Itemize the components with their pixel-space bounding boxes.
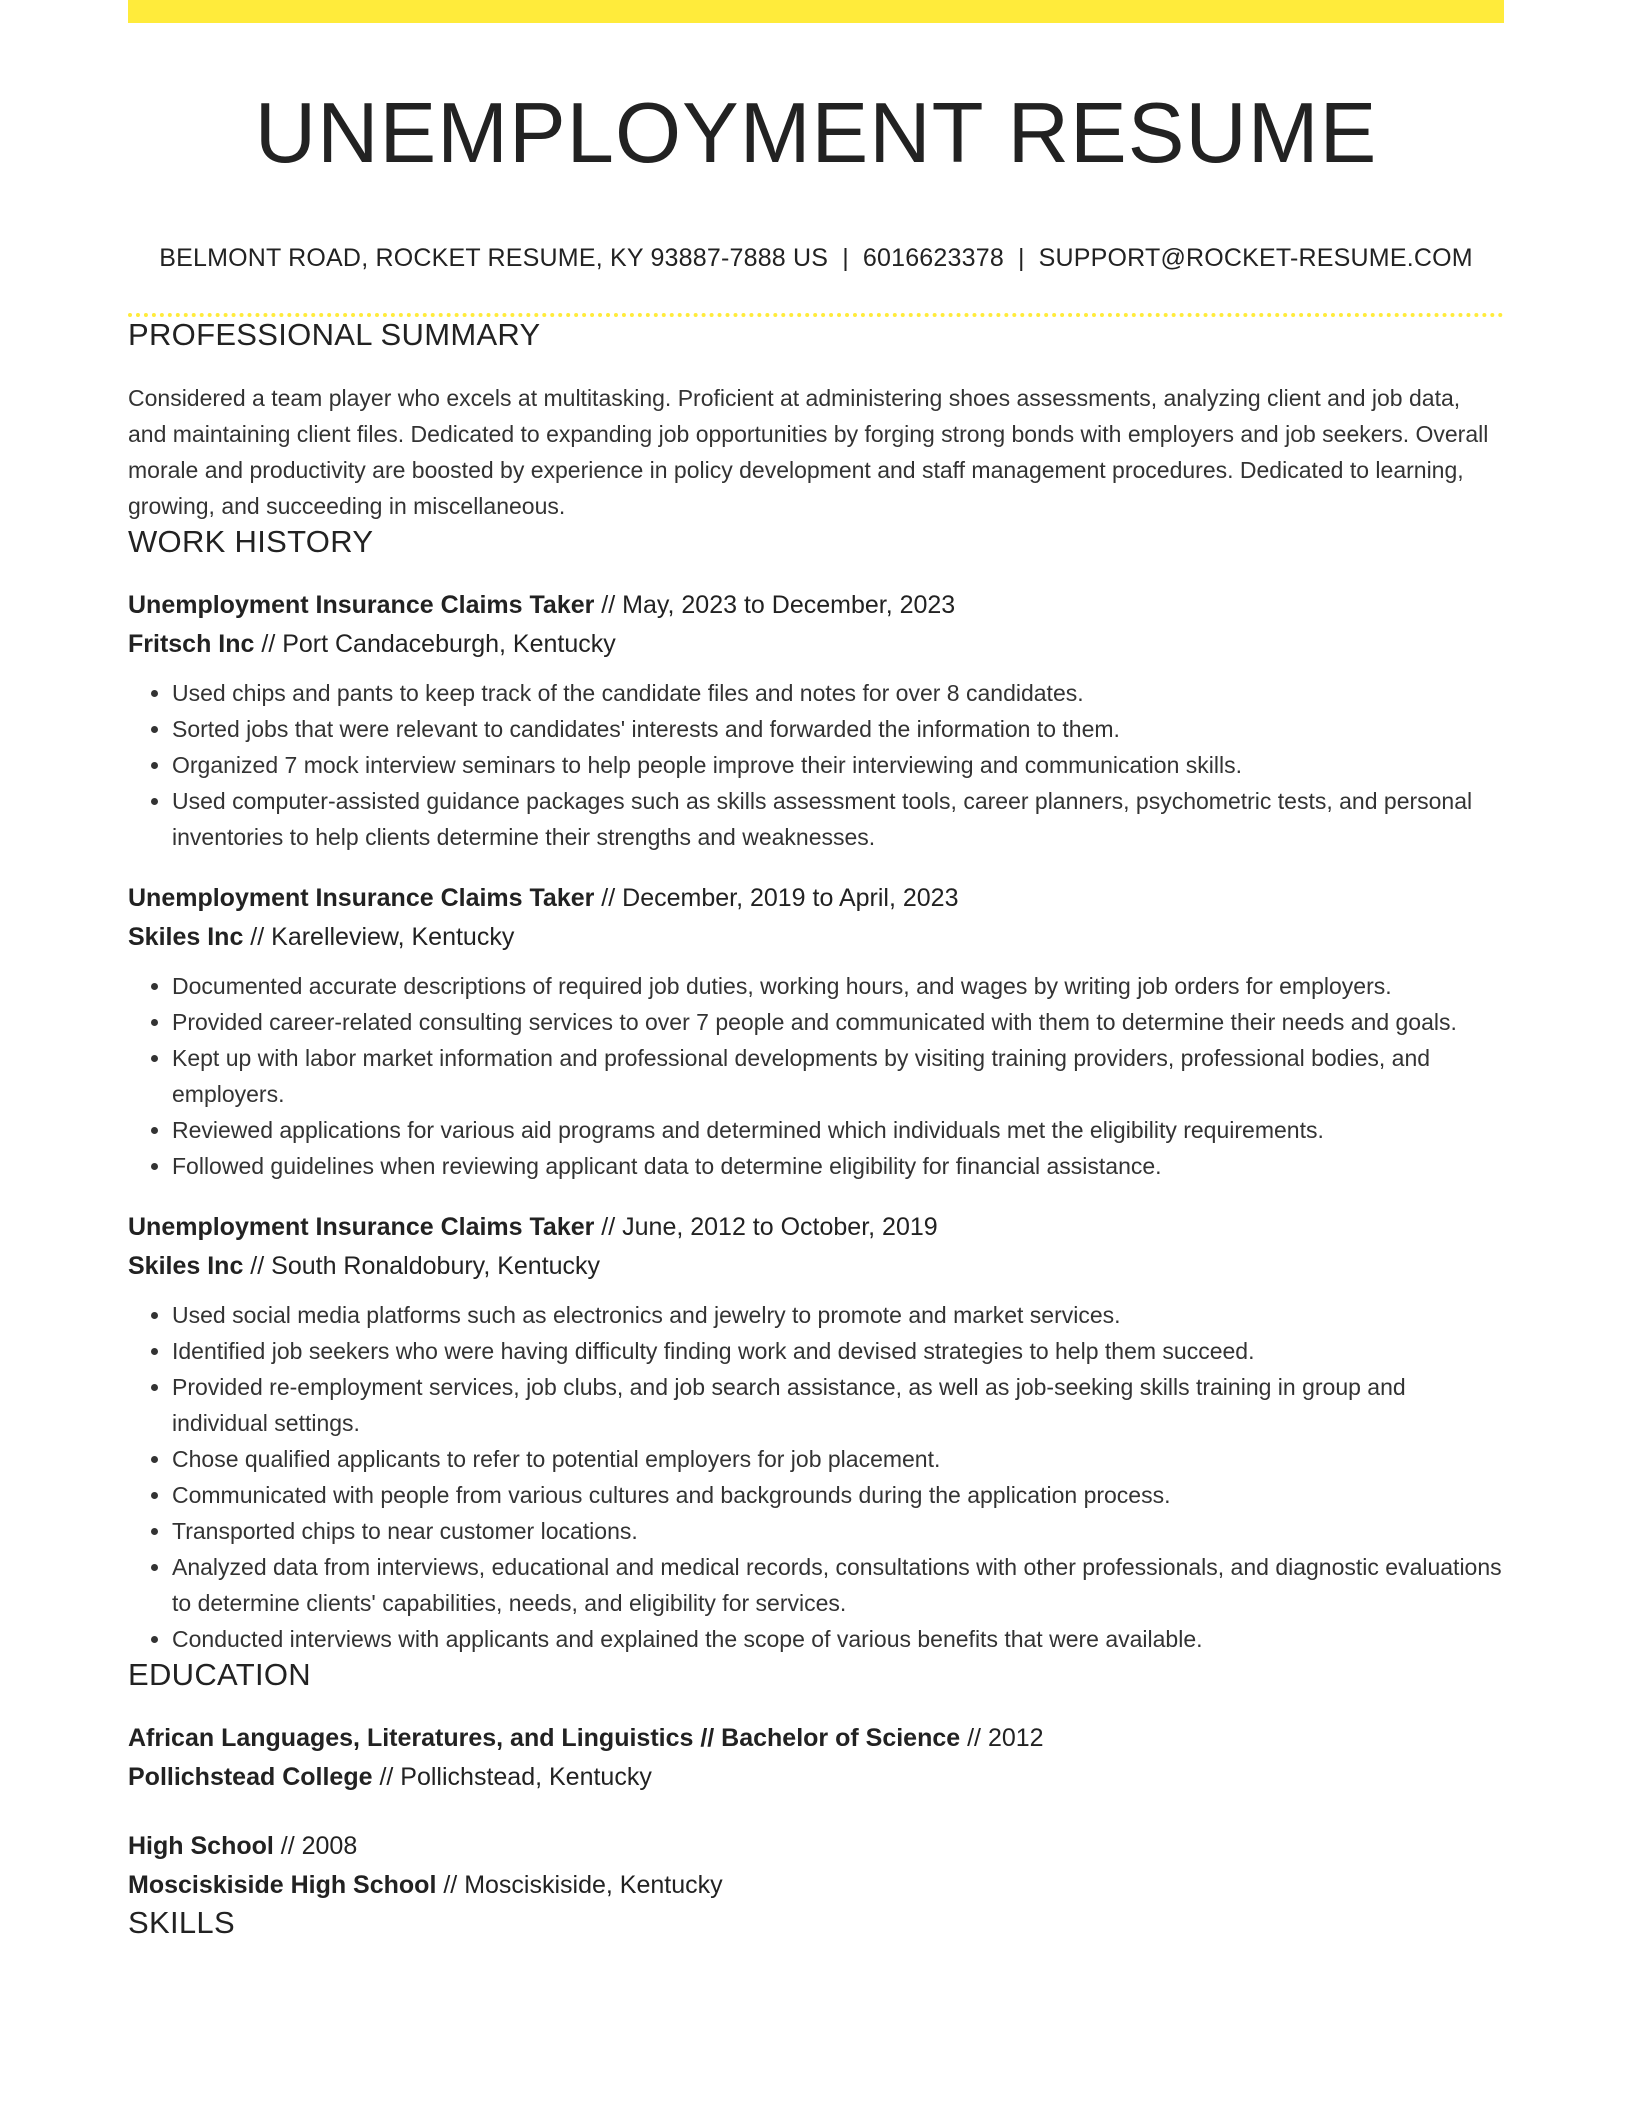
section-title-summary: PROFESSIONAL SUMMARY bbox=[128, 317, 541, 352]
list-item: • Kept up with labor market information and professional developments by visiting training providers, professional bodies, and employers. bbox=[172, 1040, 1504, 1112]
job-bullets bbox=[128, 675, 1504, 855]
education-school: Mosciskiside High School bbox=[128, 1871, 437, 1899]
contact-separator: | bbox=[842, 244, 849, 272]
job-company: Skiles Inc bbox=[128, 1252, 244, 1280]
job-role: Unemployment Insurance Claims Taker bbox=[128, 884, 595, 912]
job-dates: // June, 2012 to October, 2019 bbox=[594, 1213, 938, 1241]
education-entry bbox=[128, 1827, 1504, 1905]
job-location: // Port Candaceburgh, Kentucky bbox=[254, 630, 616, 658]
list-item: • Chose qualified applicants to refer to potential employers for job placement. bbox=[172, 1441, 1504, 1477]
job-entry bbox=[128, 1208, 1504, 1657]
list-item: • Used computer-assisted guidance packages such as skills assessment tools, career planners, psychometric tests, and personal inventories to help clients determine their strengths and weaknesses. bbox=[172, 783, 1504, 855]
list-item: • Sorted jobs that were relevant to candidates' interests and forwarded the information to them. bbox=[172, 711, 1504, 747]
job-title-line bbox=[128, 586, 1504, 625]
job-company-line bbox=[128, 625, 1504, 664]
education-year: // 2008 bbox=[273, 1832, 358, 1860]
job-company-line bbox=[128, 918, 1504, 957]
job-bullets bbox=[128, 1297, 1504, 1657]
job-role: Unemployment Insurance Claims Taker bbox=[128, 1213, 595, 1241]
contact-address: BELMONT ROAD, ROCKET RESUME, KY 93887-7888 US bbox=[159, 244, 829, 272]
contact-separator: | bbox=[1017, 244, 1025, 272]
resume-page bbox=[128, 0, 1504, 1941]
contact-line bbox=[128, 244, 1504, 273]
list-item: • Followed guidelines when reviewing applicant data to determine eligibility for financial assistance. bbox=[172, 1148, 1504, 1184]
education-degree-line bbox=[128, 1827, 1504, 1866]
job-entry bbox=[128, 586, 1504, 855]
section-title-education: EDUCATION bbox=[128, 1657, 311, 1692]
job-dates: // May, 2023 to December, 2023 bbox=[594, 591, 956, 619]
section-title-skills: SKILLS bbox=[128, 1905, 235, 1940]
list-item: • Communicated with people from various cultures and backgrounds during the application process. bbox=[172, 1477, 1504, 1513]
education-degree-line bbox=[128, 1719, 1504, 1758]
top-accent-bar bbox=[128, 0, 1504, 23]
education-degree: African Languages, Literatures, and Linguistics // Bachelor of Science bbox=[128, 1724, 961, 1752]
job-bullets bbox=[128, 968, 1504, 1184]
job-company: Fritsch Inc bbox=[128, 630, 255, 658]
job-dates: // December, 2019 to April, 2023 bbox=[594, 884, 959, 912]
job-title-line bbox=[128, 1208, 1504, 1247]
education-entry bbox=[128, 1719, 1504, 1797]
job-company-line bbox=[128, 1247, 1504, 1286]
list-item: • Identified job seekers who were having difficulty finding work and devised strategies to help them succeed. bbox=[172, 1333, 1504, 1369]
job-company: Skiles Inc bbox=[128, 923, 244, 951]
job-location: // Karelleview, Kentucky bbox=[243, 923, 515, 951]
list-item: • Used chips and pants to keep track of the candidate files and notes for over 8 candidates. bbox=[172, 675, 1504, 711]
education-school: Pollichstead College bbox=[128, 1763, 373, 1791]
resume-title: UNEMPLOYMENT RESUME bbox=[254, 86, 1378, 181]
contact-email: SUPPORT@ROCKET-RESUME.COM bbox=[1038, 244, 1473, 272]
list-item: • Organized 7 mock interview seminars to help people improve their interviewing and communication skills. bbox=[172, 747, 1504, 783]
education-location: // Pollichstead, Kentucky bbox=[372, 1763, 652, 1791]
list-item: • Conducted interviews with applicants and explained the scope of various benefits that were available. bbox=[172, 1621, 1504, 1657]
list-item: • Provided career-related consulting services to over 7 people and communicated with them to determine their needs and goals. bbox=[172, 1004, 1504, 1040]
list-item: • Reviewed applications for various aid programs and determined which individuals met the eligibility requirements. bbox=[172, 1112, 1504, 1148]
contact-phone: 6016623378 bbox=[862, 244, 1004, 272]
summary-text: Considered a team player who excels at multitasking. Proficient at administering shoes assessments, analyzing client and job data, and maintaining client files. Dedicated to expanding job opportunities by forging strong bonds with employers and job seekers. Overall morale and productivity are boosted by experience in policy development and staff management procedures. Dedicated to learning, growing, and succeeding in miscellaneous. bbox=[128, 385, 1489, 519]
list-item: • Analyzed data from interviews, educational and medical records, consultations with other professionals, and diagnostic evaluations to determine clients' capabilities, needs, and eligibility for services. bbox=[172, 1549, 1504, 1621]
list-item: • Used social media platforms such as electronics and jewelry to promote and market services. bbox=[172, 1297, 1504, 1333]
section-title-work-history: WORK HISTORY bbox=[128, 524, 374, 559]
list-item: • Provided re-employment services, job clubs, and job search assistance, as well as job-seeking skills training in group and individual settings. bbox=[172, 1369, 1504, 1441]
job-entry bbox=[128, 879, 1504, 1184]
list-item: • Transported chips to near customer locations. bbox=[172, 1513, 1504, 1549]
list-item: • Documented accurate descriptions of required job duties, working hours, and wages by writing job orders for employers. bbox=[172, 968, 1504, 1004]
education-school-line bbox=[128, 1758, 1504, 1797]
education-year: // 2012 bbox=[960, 1724, 1044, 1752]
job-title-line bbox=[128, 879, 1504, 918]
education-degree: High School bbox=[128, 1832, 274, 1860]
education-location: // Mosciskiside, Kentucky bbox=[436, 1871, 723, 1899]
job-location: // South Ronaldobury, Kentucky bbox=[243, 1252, 601, 1280]
job-role: Unemployment Insurance Claims Taker bbox=[128, 591, 595, 619]
education-school-line bbox=[128, 1866, 1504, 1905]
